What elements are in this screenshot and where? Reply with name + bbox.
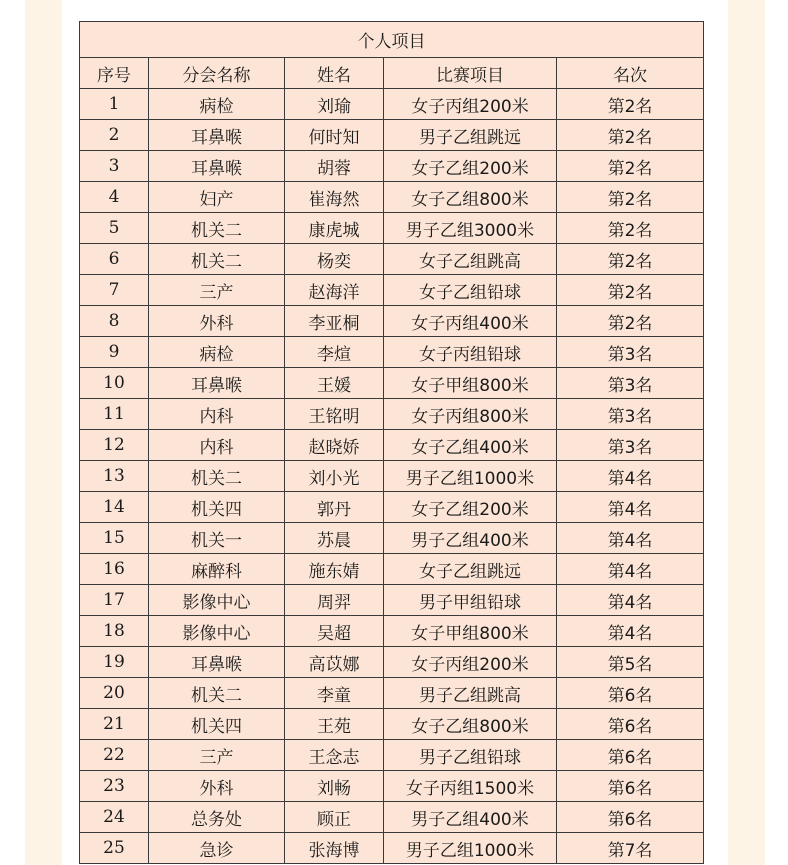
cell-event: 女子乙组800米 xyxy=(384,182,557,213)
cell-rank: 第2名 xyxy=(557,151,704,182)
cell-branch-name: 机关四 xyxy=(149,709,285,740)
cell-branch-name: 耳鼻喉 xyxy=(149,151,285,182)
cell-index: 22 xyxy=(80,740,149,771)
header-event: 比赛项目 xyxy=(384,58,557,89)
cell-person-name: 何时知 xyxy=(285,120,384,151)
cell-branch-name: 影像中心 xyxy=(149,585,285,616)
cell-person-name: 康虎城 xyxy=(285,213,384,244)
cell-branch-name: 机关四 xyxy=(149,492,285,523)
table-row xyxy=(80,430,704,461)
cell-event: 男子乙组跳远 xyxy=(384,120,557,151)
cell-index: 11 xyxy=(80,399,149,430)
table-title-row xyxy=(80,22,704,58)
table-row xyxy=(80,368,704,399)
cell-rank: 第4名 xyxy=(557,585,704,616)
cell-event: 女子乙组200米 xyxy=(384,492,557,523)
cell-event: 女子乙组800米 xyxy=(384,709,557,740)
cell-branch-name: 耳鼻喉 xyxy=(149,368,285,399)
cell-person-name: 苏晨 xyxy=(285,523,384,554)
cell-branch-name: 机关二 xyxy=(149,244,285,275)
cell-branch-name: 机关二 xyxy=(149,678,285,709)
cell-rank: 第4名 xyxy=(557,492,704,523)
table-row xyxy=(80,89,704,120)
cell-branch-name: 病检 xyxy=(149,89,285,120)
cell-index: 20 xyxy=(80,678,149,709)
cell-rank: 第2名 xyxy=(557,244,704,275)
cell-rank: 第2名 xyxy=(557,89,704,120)
cell-event: 女子乙组铅球 xyxy=(384,275,557,306)
table-row xyxy=(80,740,704,771)
cell-person-name: 王媛 xyxy=(285,368,384,399)
cell-person-name: 刘瑜 xyxy=(285,89,384,120)
cell-rank: 第7名 xyxy=(557,833,704,864)
table-header-row xyxy=(80,58,704,89)
table-row xyxy=(80,337,704,368)
cell-rank: 第6名 xyxy=(557,802,704,833)
table-row xyxy=(80,306,704,337)
cell-person-name: 王念志 xyxy=(285,740,384,771)
cell-branch-name: 耳鼻喉 xyxy=(149,120,285,151)
header-rank: 名次 xyxy=(557,58,704,89)
table-row xyxy=(80,709,704,740)
cell-rank: 第3名 xyxy=(557,399,704,430)
cell-branch-name: 机关二 xyxy=(149,461,285,492)
cell-person-name: 胡蓉 xyxy=(285,151,384,182)
table-row xyxy=(80,275,704,306)
cell-person-name: 刘畅 xyxy=(285,771,384,802)
cell-person-name: 刘小光 xyxy=(285,461,384,492)
cell-rank: 第5名 xyxy=(557,647,704,678)
cell-event: 女子乙组400米 xyxy=(384,430,557,461)
cell-index: 2 xyxy=(80,120,149,151)
cell-branch-name: 病检 xyxy=(149,337,285,368)
cell-branch-name: 内科 xyxy=(149,399,285,430)
header-index: 序号 xyxy=(80,58,149,89)
table-row xyxy=(80,151,704,182)
table-row xyxy=(80,523,704,554)
cell-person-name: 施东婧 xyxy=(285,554,384,585)
cell-person-name: 赵晓娇 xyxy=(285,430,384,461)
table-row xyxy=(80,399,704,430)
cell-index: 14 xyxy=(80,492,149,523)
cell-branch-name: 影像中心 xyxy=(149,616,285,647)
cell-event: 男子乙组400米 xyxy=(384,802,557,833)
cell-rank: 第6名 xyxy=(557,771,704,802)
table-row xyxy=(80,678,704,709)
cell-person-name: 王苑 xyxy=(285,709,384,740)
cell-rank: 第2名 xyxy=(557,120,704,151)
cell-event: 女子乙组200米 xyxy=(384,151,557,182)
cell-index: 7 xyxy=(80,275,149,306)
cell-person-name: 李童 xyxy=(285,678,384,709)
cell-event: 女子丙组铅球 xyxy=(384,337,557,368)
cell-event: 男子乙组1000米 xyxy=(384,461,557,492)
table-row xyxy=(80,182,704,213)
cell-index: 15 xyxy=(80,523,149,554)
cell-index: 13 xyxy=(80,461,149,492)
table-row xyxy=(80,492,704,523)
cell-branch-name: 麻醉科 xyxy=(149,554,285,585)
table-row xyxy=(80,244,704,275)
cell-person-name: 赵海洋 xyxy=(285,275,384,306)
cell-person-name: 崔海然 xyxy=(285,182,384,213)
right-margin-band xyxy=(728,0,765,865)
cell-rank: 第4名 xyxy=(557,554,704,585)
results-table-container xyxy=(79,21,704,864)
cell-person-name: 张海博 xyxy=(285,833,384,864)
table-row xyxy=(80,213,704,244)
cell-person-name: 高苡娜 xyxy=(285,647,384,678)
table-row xyxy=(80,616,704,647)
cell-index: 16 xyxy=(80,554,149,585)
table-body xyxy=(80,89,704,864)
cell-event: 女子丙组800米 xyxy=(384,399,557,430)
cell-index: 6 xyxy=(80,244,149,275)
cell-event: 男子乙组1000米 xyxy=(384,833,557,864)
cell-index: 1 xyxy=(80,89,149,120)
cell-rank: 第2名 xyxy=(557,182,704,213)
cell-person-name: 周羿 xyxy=(285,585,384,616)
cell-event: 女子丙组200米 xyxy=(384,647,557,678)
cell-rank: 第3名 xyxy=(557,430,704,461)
cell-branch-name: 妇产 xyxy=(149,182,285,213)
cell-rank: 第6名 xyxy=(557,740,704,771)
cell-rank: 第6名 xyxy=(557,678,704,709)
cell-branch-name: 三产 xyxy=(149,740,285,771)
cell-event: 女子乙组跳远 xyxy=(384,554,557,585)
cell-branch-name: 机关二 xyxy=(149,213,285,244)
cell-branch-name: 机关一 xyxy=(149,523,285,554)
cell-event: 女子丙组400米 xyxy=(384,306,557,337)
cell-event: 女子甲组800米 xyxy=(384,616,557,647)
cell-rank: 第3名 xyxy=(557,368,704,399)
cell-rank: 第6名 xyxy=(557,709,704,740)
header-person-name: 姓名 xyxy=(285,58,384,89)
table-row xyxy=(80,120,704,151)
cell-person-name: 郭丹 xyxy=(285,492,384,523)
header-branch-name: 分会名称 xyxy=(149,58,285,89)
cell-event: 男子甲组铅球 xyxy=(384,585,557,616)
cell-index: 4 xyxy=(80,182,149,213)
cell-index: 19 xyxy=(80,647,149,678)
cell-branch-name: 耳鼻喉 xyxy=(149,647,285,678)
cell-event: 女子甲组800米 xyxy=(384,368,557,399)
cell-rank: 第2名 xyxy=(557,275,704,306)
cell-rank: 第4名 xyxy=(557,461,704,492)
table-row xyxy=(80,461,704,492)
cell-index: 8 xyxy=(80,306,149,337)
table-row xyxy=(80,647,704,678)
cell-branch-name: 总务处 xyxy=(149,802,285,833)
cell-person-name: 王铭明 xyxy=(285,399,384,430)
cell-person-name: 顾正 xyxy=(285,802,384,833)
cell-branch-name: 外科 xyxy=(149,771,285,802)
cell-index: 3 xyxy=(80,151,149,182)
cell-branch-name: 急诊 xyxy=(149,833,285,864)
table-row xyxy=(80,771,704,802)
cell-event: 女子乙组跳高 xyxy=(384,244,557,275)
cell-branch-name: 内科 xyxy=(149,430,285,461)
individual-results-table xyxy=(79,21,704,864)
table-row xyxy=(80,554,704,585)
cell-rank: 第2名 xyxy=(557,213,704,244)
cell-event: 男子乙组跳高 xyxy=(384,678,557,709)
table-row xyxy=(80,802,704,833)
cell-branch-name: 三产 xyxy=(149,275,285,306)
cell-event: 男子乙组铅球 xyxy=(384,740,557,771)
left-margin-band xyxy=(25,0,62,865)
cell-index: 9 xyxy=(80,337,149,368)
cell-person-name: 李亚桐 xyxy=(285,306,384,337)
table-title: 个人项目 xyxy=(80,22,704,58)
cell-index: 21 xyxy=(80,709,149,740)
cell-index: 12 xyxy=(80,430,149,461)
cell-person-name: 李煊 xyxy=(285,337,384,368)
cell-rank: 第3名 xyxy=(557,337,704,368)
cell-person-name: 吴超 xyxy=(285,616,384,647)
cell-event: 男子乙组400米 xyxy=(384,523,557,554)
cell-index: 23 xyxy=(80,771,149,802)
cell-index: 18 xyxy=(80,616,149,647)
cell-event: 女子丙组1500米 xyxy=(384,771,557,802)
cell-event: 女子丙组200米 xyxy=(384,89,557,120)
cell-rank: 第4名 xyxy=(557,523,704,554)
cell-rank: 第4名 xyxy=(557,616,704,647)
cell-index: 24 xyxy=(80,802,149,833)
cell-event: 男子乙组3000米 xyxy=(384,213,557,244)
cell-index: 10 xyxy=(80,368,149,399)
cell-index: 25 xyxy=(80,833,149,864)
cell-index: 17 xyxy=(80,585,149,616)
cell-branch-name: 外科 xyxy=(149,306,285,337)
cell-person-name: 杨奕 xyxy=(285,244,384,275)
table-row xyxy=(80,833,704,864)
cell-rank: 第2名 xyxy=(557,306,704,337)
cell-index: 5 xyxy=(80,213,149,244)
table-row xyxy=(80,585,704,616)
